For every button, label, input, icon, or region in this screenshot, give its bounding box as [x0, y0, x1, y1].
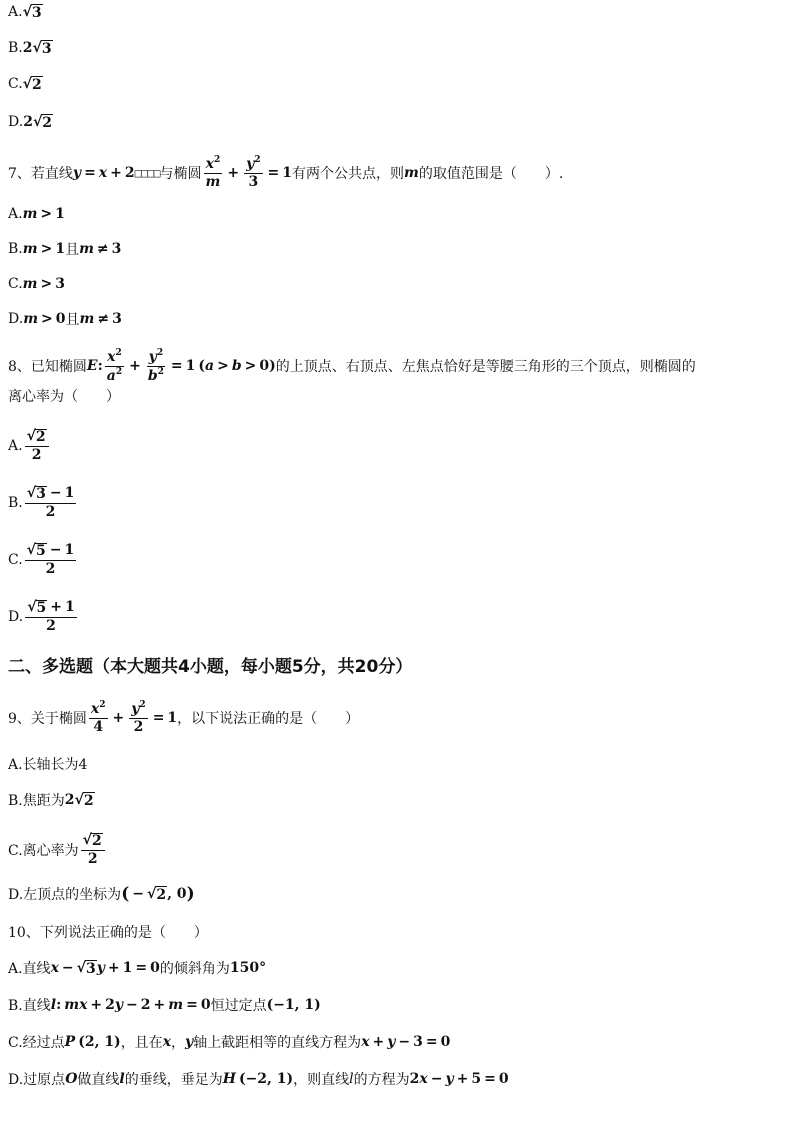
fraction: √ 2 2 [81, 833, 105, 866]
fraction: √ 3 − 1 2 [26, 485, 75, 520]
fraction: √ 5 − 1 2 [26, 542, 75, 577]
fraction: $\frac{x^2}{4}$ [90, 700, 106, 735]
q7-text-2: 与椭圆 [159, 166, 202, 182]
option-label: D. [8, 311, 24, 327]
fraction: $\frac{y^2}{3}$ [246, 155, 261, 190]
q9-text-2: ，以下说法正确的是（ ） [177, 711, 360, 727]
option-label: C. [8, 76, 23, 92]
q9-option-b: B.焦距为 2 √ 2 [8, 791, 94, 809]
q8-option-c [8, 540, 78, 580]
option-label: A. [8, 438, 23, 454]
question-number: 10、 [8, 925, 40, 941]
option-text: C.经过点 [8, 1035, 65, 1051]
q6-option-d [8, 110, 53, 134]
section-heading: 二、多选题（本大题共4小题，每小题5分，共20分） [8, 657, 413, 677]
sqrt-3: √ 3 [22, 3, 42, 21]
fraction: $\frac{y^2}{2}$ [131, 700, 146, 735]
q10-option-a: A.直线 x − √ 3 y + 1 = 0 的倾斜角为 150° [8, 959, 267, 977]
coef: 2 [23, 114, 33, 130]
option-text: A.长轴长为4 [8, 757, 88, 773]
option-label: A. [8, 206, 23, 222]
q10-option-b: B.直线 l : mx + 2 y − 2 + m = 0 恒过定点 (−1, 1) [8, 997, 321, 1014]
option-label: D. [8, 114, 24, 130]
and-text: 且 [65, 242, 80, 258]
coef: 2 [22, 40, 33, 56]
q8-option-a [8, 426, 51, 466]
sqrt-2: √ 2 [32, 113, 53, 131]
q9-option-d: D.左顶点的坐标为 ( − √ 2 , 0 ) [8, 884, 195, 904]
option-text: B.焦距为 [8, 793, 65, 809]
q6-option-a [8, 0, 43, 24]
q7-stem: 7、 若直线 y = x + 2 □□□□ 与椭圆 $\frac{x^2}{m}$ + $\frac{y^2}{3}$ = 1 有两个公共点，则 m 的取值范围是（ ）. [8, 155, 564, 190]
q9-stem: 9、 关于椭圆 $\frac{x^2}{4}$ + $\frac{y^2}{2}$ = 1 ，以下说法正确的是（ ） [8, 700, 360, 735]
fraction: $\frac{x^2}{a^2}$ [106, 347, 123, 384]
q6-option-b [8, 36, 53, 60]
option-text: 恒过定点 [210, 998, 267, 1014]
q9-text-1: 关于椭圆 [30, 711, 87, 727]
fraction: √ 5 + 1 2 [27, 599, 75, 634]
q7-option-c: C. m > 3 [8, 276, 65, 292]
fraction: $\frac{y^2}{b^2}$ [147, 347, 164, 384]
q6-option-c [8, 72, 43, 96]
option-text: ，则直线 [293, 1072, 350, 1088]
option-text: 的方程为 [353, 1072, 410, 1088]
fraction: $\frac{x^2}{m}$ [205, 155, 221, 190]
q7-boxes: □□□□ [134, 166, 160, 180]
sqrt-3: √ 3 [32, 39, 52, 57]
q7-option-d: D. m > 0 且 m ≠ 3 [8, 311, 122, 328]
option-label: B. [8, 241, 23, 257]
sqrt-2: √ 2 [22, 75, 42, 93]
option-text: 轴上截距相等的直线方程为 [193, 1035, 362, 1051]
option-text: D.过原点 [8, 1072, 66, 1088]
option-text: C.离心率为 [8, 843, 79, 859]
option-text: ， [171, 1035, 186, 1051]
q7-text-4: 的取值范围是（ ）. [418, 166, 564, 182]
q8-option-d [8, 597, 79, 637]
question-number: 9、 [8, 711, 31, 727]
q8-text-2: 的上顶点、右顶点、左焦点恰好是等腰三角形的三个顶点，则椭圆的 [275, 359, 696, 375]
fraction: √ 2 2 [25, 429, 49, 462]
option-text: 做直线 [77, 1072, 120, 1088]
q8-text-1: 已知椭圆 [30, 359, 87, 375]
option-text: ，且在 [120, 1035, 163, 1051]
q10-text-1: 下列说法正确的是（ ） [39, 925, 208, 941]
q8-option-b [8, 483, 78, 523]
option-label: C. [8, 552, 23, 568]
question-number: 7、 [8, 166, 31, 182]
option-label: B. [8, 40, 23, 56]
option-text: 的倾斜角为 [159, 961, 230, 977]
q7-text-3: 有两个公共点，则 [292, 166, 404, 182]
option-label: D. [8, 609, 24, 625]
q10-option-c: C.经过点 P (2, 1) ，且在 x ， y 轴上截距相等的直线方程为 x + y − 3 = 0 [8, 1034, 451, 1051]
q7-option-b: B. m > 1 且 m ≠ 3 [8, 241, 122, 258]
option-label: C. [8, 276, 23, 292]
option-label: B. [8, 495, 23, 511]
question-number: 8、 [8, 359, 31, 375]
q8-text-3: 离心率为（ ） [8, 389, 120, 405]
q9-option-a [8, 752, 87, 776]
option-text: A.直线 [8, 961, 51, 977]
q8-stem-cont [8, 384, 120, 408]
option-text: 的垂线，垂足为 [124, 1072, 223, 1088]
q7-option-a: A. m > 1 [8, 206, 65, 222]
option-text: B.直线 [8, 998, 51, 1014]
q10-option-d: D.过原点 O 做直线 l 的垂线，垂足为 H (−2, 1) ，则直线 l 的方程为 2 x − y + 5 = 0 [8, 1071, 509, 1088]
option-label: A. [8, 4, 23, 20]
q8-stem: 8、 已知椭圆 E : $\frac{x^2}{a^2}$ + $\frac{y^2}{b^2}$ = 1 ( a > b > 0 ) 的上顶点、右顶点、左焦点恰好是等腰三角形的三个顶点，则椭圆的 [8, 347, 696, 384]
q7-text-1: 若直线 [30, 166, 73, 182]
q9-option-c [8, 830, 107, 870]
and-text: 且 [65, 312, 80, 328]
option-text: D.左顶点的坐标为 [8, 887, 122, 903]
q10-stem [8, 920, 208, 944]
